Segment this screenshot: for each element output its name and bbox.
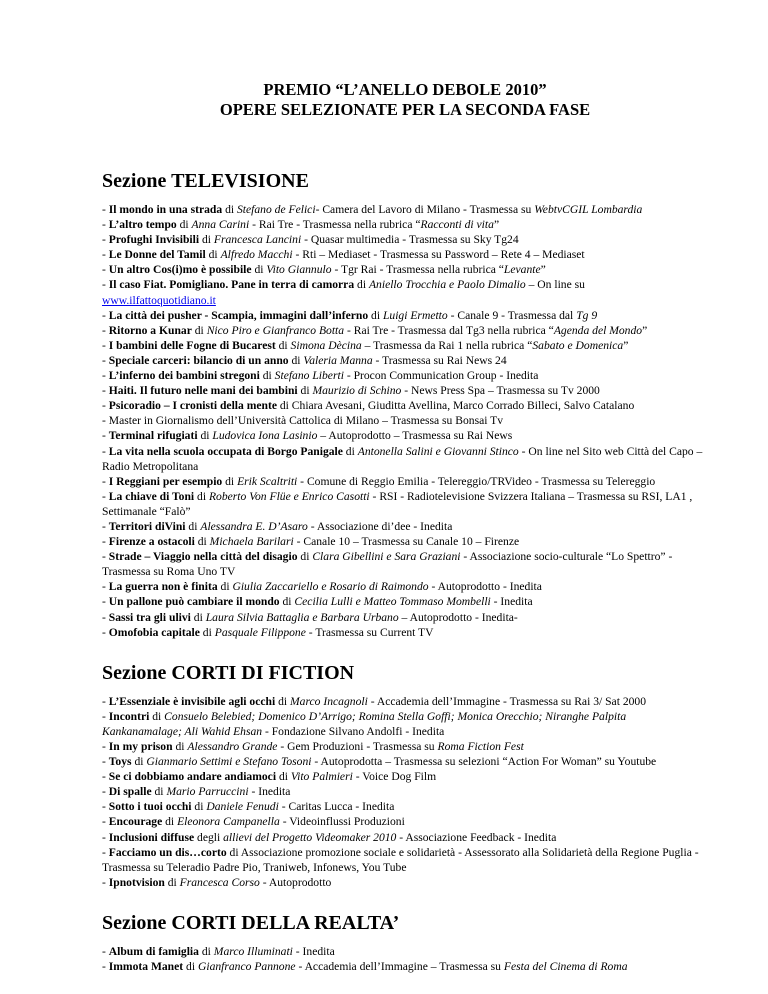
entry-title: Encourage	[108, 815, 163, 829]
entry-title: Strade – Viaggio nella città del disagio	[108, 550, 298, 564]
list-item: - I bambini delle Fogne di Bucarest di Simona Dècina – Trasmessa da Rai 1 nella rubrica “Sabato e Domenica”	[102, 338, 629, 352]
entry-author: Vito Giannulo	[266, 263, 332, 277]
entry-author: Anna Carini	[191, 218, 250, 232]
list-item: - L’Essenziale è invisibile agli occhi di Marco Incagnoli - Accademia dell’Immagine - Trasmessa su Rai 3/ Sat 2000	[102, 694, 647, 708]
website-link[interactable]: www.ilfattoquotidiano.it	[102, 293, 216, 307]
entry-author: Nico Piro e Gianfranco Botta	[206, 323, 345, 337]
list-item: - In my prison di Alessandro Grande - Gem Produzioni - Trasmessa su Roma Fiction Fest	[102, 740, 524, 753]
entry-title: Omofobia capitale	[108, 625, 200, 639]
entry-author: Clara Gibellini e Sara Graziani	[312, 550, 461, 564]
entry-program: WebtvCGIL Lombardia	[534, 203, 643, 216]
entry-title: Ritorno a Kunar	[108, 323, 192, 337]
entry-details: - Trasmessa su Rai News 24	[372, 353, 507, 367]
list-item: - Il caso Fiat. Pomigliano. Pane in terra di camorra di Aniello Trocchia e Paolo Dimalio – On line su www.ilfattoquotidiano.it	[102, 278, 585, 307]
entry-title: Toys	[108, 755, 132, 769]
entry-details: - Procon Communication Group - Inedita	[343, 369, 539, 383]
list-item: - Un altro Cos(i)mo è possibile di Vito Giannulo - Tgr Rai - Trasmessa nella rubrica “Levante”	[102, 263, 546, 277]
entry-author: Francesca Lancini	[213, 233, 302, 247]
list-item: - Le Donne del Tamil di Alfredo Macchi - Rti – Mediaset - Trasmessa su Password – Rete 4 – Mediaset	[102, 248, 585, 262]
list-item: - Il mondo in una strada di Stefano de Felici- Camera del Lavoro di Milano - Trasmessa su WebtvCGIL Lombardia	[102, 203, 643, 216]
entry-author: Stefano de Felici	[237, 203, 316, 216]
entry-program: Levante	[503, 263, 541, 277]
entry-title: Le Donne del Tamil	[108, 248, 206, 262]
list-item: - La guerra non è finita di Giulia Zaccariello e Rosario di Raimondo - Autoprodotto - Inedita	[102, 580, 542, 594]
entry-author: Eleonora Campanella	[177, 815, 280, 829]
entry-author: Antonella Salini e Giovanni Stinco	[357, 444, 519, 458]
entry-details: - Canale 10 – Trasmessa su Canale 10 – Firenze	[293, 535, 520, 549]
entry-title: Immota Manet	[108, 960, 184, 974]
entry-title: La città dei pusher - Scampia, immagini dall’inferno	[108, 308, 369, 322]
entry-title: Un altro Cos(i)mo è possibile	[108, 263, 252, 277]
entry-details: - Trasmessa su Current TV	[305, 625, 434, 639]
entry-title: L’Essenziale è invisibile agli occhi	[108, 694, 276, 708]
list-item: - Encourage di Eleonora Campanella - Videoinflussi Produzioni	[102, 815, 405, 829]
list-item: - Master in Giornalismo dell’Università Cattolica di Milano – Trasmessa su Bonsai Tv	[102, 414, 504, 428]
list-item: - Un pallone può cambiare il mondo di Cecilia Lulli e Matteo Tommaso Mombelli - Inedita	[102, 595, 533, 609]
entry-title: Haiti. Il futuro nelle mani dei bambini	[108, 384, 298, 398]
list-item: - Inclusioni diffuse degli allievi del Progetto Videomaker 2010 - Associazione Feedback - Inedita	[102, 830, 557, 844]
entry-details-end: ”	[540, 263, 546, 277]
list-item: - Strade – Viaggio nella città del disagio di Clara Gibellini e Sara Graziani - Associazione socio-culturale “Lo Spettro” - Trasmessa su Roma Uno TV	[102, 550, 673, 579]
entry-details: - RSI - Radiotelevisione Svizzera Italiana – Trasmessa su RSI, LA1 , Settimanale “Falò”	[102, 489, 693, 518]
entry-details: - Accademia dell’Immagine - Trasmessa su Rai 3/ Sat 2000	[367, 694, 647, 708]
section-heading-televisione: Sezione TELEVISIONE	[102, 170, 309, 192]
entry-title: Psicoradio – I cronisti della mente	[108, 399, 277, 413]
entry-title: La vita nella scuola occupata di Borgo Panigale	[108, 444, 343, 458]
entry-title: Se ci dobbiamo andare andiamoci	[108, 770, 277, 784]
list-item: - Omofobia capitale di Pasquale Filippone - Trasmessa su Current TV	[102, 625, 434, 639]
entry-author: Stefano Liberti	[274, 369, 344, 383]
entry-details: – Autoprodotto - Inedita-	[398, 610, 518, 624]
entry-details: - Autoprodotto	[259, 875, 332, 889]
entry-program: Roma Fiction Fest	[437, 740, 524, 753]
entry-program: Tg 9	[576, 308, 598, 322]
entry-details: - Caritas Lucca - Inedita	[278, 800, 395, 814]
entry-author: Erik Scaltriti	[237, 474, 298, 488]
entry-title: Sassi tra gli ulivi	[108, 610, 191, 624]
title-line-1: PREMIO “L’ANELLO DEBOLE 2010”	[263, 80, 547, 99]
entry-author: Luigi Ermetto	[382, 308, 448, 322]
entry-author: Vito Palmieri	[290, 770, 353, 784]
entry-author: Pasquale Filippone	[214, 625, 306, 639]
entry-title: La chiave di Toni	[108, 489, 195, 503]
list-item: - Ritorno a Kunar di Nico Piro e Gianfranco Botta - Rai Tre - Trasmessa dal Tg3 nella rubrica “Agenda del Mondo”	[102, 323, 648, 337]
list-item: - Toys di Gianmario Settimi e Stefano Tosoni - Autoprodotta – Trasmessa su selezioni “Action For Woman” su Youtube	[102, 755, 657, 769]
entry-title: Album di famiglia	[108, 944, 199, 958]
entry-author: Gianfranco Pannone	[197, 960, 296, 974]
entry-details: - Rai Tre - Trasmessa nella rubrica “	[249, 218, 421, 232]
entry-details: - Associazione socio-culturale “Lo Spettro” - Trasmessa su Roma Uno TV	[102, 550, 673, 579]
list-item: - Sassi tra gli ulivi di Laura Silvia Battaglia e Barbara Urbano – Autoprodotto - Inedita-	[102, 610, 518, 624]
entry-title: I Reggiani per esempio	[108, 474, 223, 488]
document-title	[102, 80, 708, 120]
entry-title: La guerra non è finita	[108, 580, 218, 594]
section-list-corti-della-realta	[102, 944, 708, 974]
entry-details: Master in Giornalismo dell’Università Cattolica di Milano – Trasmessa su Bonsai Tv	[108, 414, 504, 428]
section-heading-corti-di-fiction: Sezione CORTI DI FICTION	[102, 661, 355, 684]
entry-details: - Associazione di’dee - Inedita	[307, 519, 453, 533]
list-item: - La città dei pusher - Scampia, immagini dall’inferno di Luigi Ermetto - Canale 9 - Trasmessa dal Tg 9	[102, 308, 598, 322]
list-item: - Facciamo un dis…corto di Associazione promozione sociale e solidarietà - Assessorato alla Solidarietà della Regione Puglia - Trasmessa su Teleradio Padre Pio, Traniweb, Infonews, You Tube	[102, 845, 699, 874]
list-item: - Incontri di Consuelo Belebied; Domenico D’Arrigo; Romina Stella Goffi; Monica Orecchio; Niranghe Palpita Kankanamalage; Ali Wahid Ehsan - Fondazione Silvano Andolfi - Inedita	[102, 709, 627, 738]
entry-author: Laura Silvia Battaglia e Barbara Urbano	[205, 610, 399, 624]
entry-title: L’inferno dei bambini stregoni	[108, 369, 260, 383]
section-heading-corti-della-realta: Sezione CORTI DELLA REALTA’	[102, 911, 400, 934]
section-list-corti-di-fiction	[102, 694, 708, 890]
entry-details: - Comune di Reggio Emilia - Telereggio/TRVideo - Trasmessa su Telereggio	[297, 474, 656, 488]
entry-details: - Camera del Lavoro di Milano - Trasmessa su	[315, 203, 535, 216]
entry-details: - Autoprodotto - Inedita	[428, 580, 542, 594]
list-item: - Se ci dobbiamo andare andiamoci di Vito Palmieri - Voice Dog Film	[102, 770, 437, 784]
entry-title: L’altro tempo	[108, 218, 177, 232]
entry-author: Gianmario Settimi e Stefano Tosoni	[146, 755, 312, 769]
entry-author: Alessandra E. D’Asaro	[200, 519, 308, 533]
entry-author: Aniello Trocchia e Paolo Dimalio	[368, 278, 526, 292]
entry-details: - Tgr Rai - Trasmessa nella rubrica “	[331, 263, 504, 277]
list-item: - Ipnotvision di Francesca Corso - Autoprodotto	[102, 875, 332, 889]
list-item: - Haiti. Il futuro nelle mani dei bambini di Maurizio di Schino - News Press Spa – Trasmessa su Tv 2000	[102, 384, 600, 398]
list-item: - Di spalle di Mario Parruccini - Inedita	[102, 785, 291, 799]
entry-details: di Associazione promozione sociale e solidarietà - Assessorato alla Solidarietà della Regione Puglia - Trasmessa su Teleradio Padre Pio, Traniweb, Infonews, You Tube	[102, 845, 699, 874]
entry-title: I bambini delle Fogne di Bucarest	[108, 338, 276, 352]
entry-title: Incontri	[108, 709, 150, 723]
entry-author: Valeria Manna	[303, 353, 373, 367]
entry-details: - Inedita	[248, 785, 291, 799]
entry-details-end: ”	[623, 338, 629, 352]
list-item: - La chiave di Toni di Roberto Von Flüe e Enrico Casotti - RSI - Radiotelevisione Svizzera Italiana – Trasmessa su RSI, LA1 , Settimanale “Falò”	[102, 489, 693, 518]
entry-title: Speciale carceri: bilancio di un anno	[108, 353, 289, 367]
entry-author: Francesca Corso	[179, 875, 260, 889]
entry-title: Il mondo in una strada	[108, 203, 223, 216]
entry-title: Un pallone può cambiare il mondo	[108, 595, 280, 609]
entry-details: - Associazione Feedback - Inedita	[396, 830, 557, 844]
list-item: - L’inferno dei bambini stregoni di Stefano Liberti - Procon Communication Group - Inedita	[102, 369, 539, 383]
entry-author: Daniele Fenudi	[206, 800, 279, 814]
entry-details: – Trasmessa da Rai 1 nella rubrica “	[361, 338, 533, 352]
entry-program: Agenda del Mondo	[553, 323, 643, 337]
entry-author: Ludovica Iona Lasinio	[212, 429, 318, 443]
entry-author: Simona Dècina	[290, 338, 362, 352]
entry-program: Festa del Cinema di Roma	[503, 960, 628, 974]
entry-author: Alfredo Macchi	[220, 248, 293, 262]
entry-title: Ipnotvision	[108, 875, 165, 889]
entry-details: - Rai Tre - Trasmessa dal Tg3 nella rubrica “	[344, 323, 554, 337]
entry-title: Terminal rifugiati	[108, 429, 198, 443]
entry-title: Di spalle	[108, 785, 152, 799]
entry-details: - Voice Dog Film	[352, 770, 437, 784]
entry-title: Territori diVini	[108, 519, 186, 533]
entry-author: Michaela Barilari	[209, 535, 294, 549]
entry-details: - Quasar multimedia - Trasmessa su Sky Tg24	[301, 233, 519, 247]
entry-title: Facciamo un dis…corto	[108, 845, 227, 859]
section-list-televisione	[102, 202, 708, 640]
entry-author: allievi del Progetto Videomaker 2010	[223, 830, 397, 844]
entry-author: Cecilia Lulli e Matteo Tommaso Mombelli	[294, 595, 491, 609]
list-item: - La vita nella scuola occupata di Borgo Panigale di Antonella Salini e Giovanni Stinco - On line nel Sito web Città del Capo – Radio Metropolitana	[102, 444, 703, 473]
entry-author: Mario Parruccini	[166, 785, 249, 799]
entry-title: Profughi Invisibili	[108, 233, 200, 247]
list-item: - Profughi Invisibili di Francesca Lancini - Quasar multimedia - Trasmessa su Sky Tg24	[102, 233, 519, 247]
entry-details: – On line su	[525, 278, 585, 292]
entry-author: Roberto Von Flüe e Enrico Casotti	[208, 489, 370, 503]
entry-details: - Gem Produzioni - Trasmessa su	[277, 740, 438, 753]
entry-details: - Rti – Mediaset - Trasmessa su Password – Rete 4 – Mediaset	[292, 248, 585, 262]
list-item: - Psicoradio – I cronisti della mente di Chiara Avesani, Giuditta Avellina, Marco Corrado Billeci, Salvo Catalano	[102, 399, 635, 413]
entry-author: Marco Incagnoli	[290, 694, 368, 708]
entry-title: Inclusioni diffuse	[108, 830, 195, 844]
list-item: - Immota Manet di Gianfranco Pannone - Accademia dell’Immagine – Trasmessa su Festa del Cinema di Roma	[102, 960, 628, 974]
entry-details: - Accademia dell’Immagine – Trasmessa su	[295, 960, 504, 974]
entry-title: Il caso Fiat. Pomigliano. Pane in terra di camorra	[108, 278, 355, 292]
entry-title: Sotto i tuoi occhi	[108, 800, 192, 814]
list-item: - Territori diVini di Alessandra E. D’Asaro - Associazione di’dee - Inedita	[102, 519, 453, 533]
entry-author: Marco Illuminati	[213, 944, 293, 958]
entry-program: Sabato e Domenica	[532, 338, 624, 352]
entry-details: - Inedita	[490, 595, 533, 609]
entry-details: - On line nel Sito web Città del Capo – Radio Metropolitana	[102, 444, 703, 473]
entry-details: - Canale 9 - Trasmessa dal	[447, 308, 577, 322]
entry-author: Consuelo Belebied; Domenico D’Arrigo; Romina Stella Goffi; Monica Orecchio; Niranghe Palpita Kankanamalage; Ali Wahid Ehsan	[102, 709, 627, 738]
list-item: - Sotto i tuoi occhi di Daniele Fenudi - Caritas Lucca - Inedita	[102, 800, 395, 814]
entry-details: – Autoprodotto – Trasmessa su Rai News	[317, 429, 513, 443]
entry-author: Maurizio di Schino	[312, 384, 402, 398]
entry-details: - Inedita	[292, 944, 335, 958]
list-item: - Firenze a ostacoli di Michaela Barilari - Canale 10 – Trasmessa su Canale 10 – Firenze	[102, 535, 520, 549]
list-item: - L’altro tempo di Anna Carini - Rai Tre - Trasmessa nella rubrica “Racconti di vita”	[102, 218, 500, 232]
entry-details-end: ”	[642, 323, 648, 337]
title-line-2: OPERE SELEZIONATE PER LA SECONDA FASE	[219, 100, 591, 119]
entry-program: Racconti di vita	[420, 218, 494, 232]
entry-author: Giulia Zaccariello e Rosario di Raimondo	[232, 580, 429, 594]
list-item: - Terminal rifugiati di Ludovica Iona Lasinio – Autoprodotto – Trasmessa su Rai News	[102, 429, 513, 443]
entry-details: - Autoprodotta – Trasmessa su selezioni “Action For Woman” su Youtube	[311, 755, 657, 769]
list-item: - Speciale carceri: bilancio di un anno di Valeria Manna - Trasmessa su Rai News 24	[102, 353, 507, 367]
entry-details: - Videoinflussi Produzioni	[279, 815, 405, 829]
list-item: - I Reggiani per esempio di Erik Scaltriti - Comune di Reggio Emilia - Telereggio/TRVideo - Trasmessa su Telereggio	[102, 474, 656, 488]
entry-details: di Chiara Avesani, Giuditta Avellina, Marco Corrado Billeci, Salvo Catalano	[276, 399, 635, 413]
entry-author: Alessandro Grande	[187, 740, 278, 753]
list-item: - Album di famiglia di Marco Illuminati - Inedita	[102, 944, 335, 958]
entry-details: - News Press Spa – Trasmessa su Tv 2000	[401, 384, 600, 398]
entry-title: Firenze a ostacoli	[108, 535, 195, 549]
entry-details: - Fondazione Silvano Andolfi - Inedita	[262, 724, 445, 738]
entry-details-end: ”	[493, 218, 500, 232]
entry-title: In my prison	[108, 740, 173, 753]
